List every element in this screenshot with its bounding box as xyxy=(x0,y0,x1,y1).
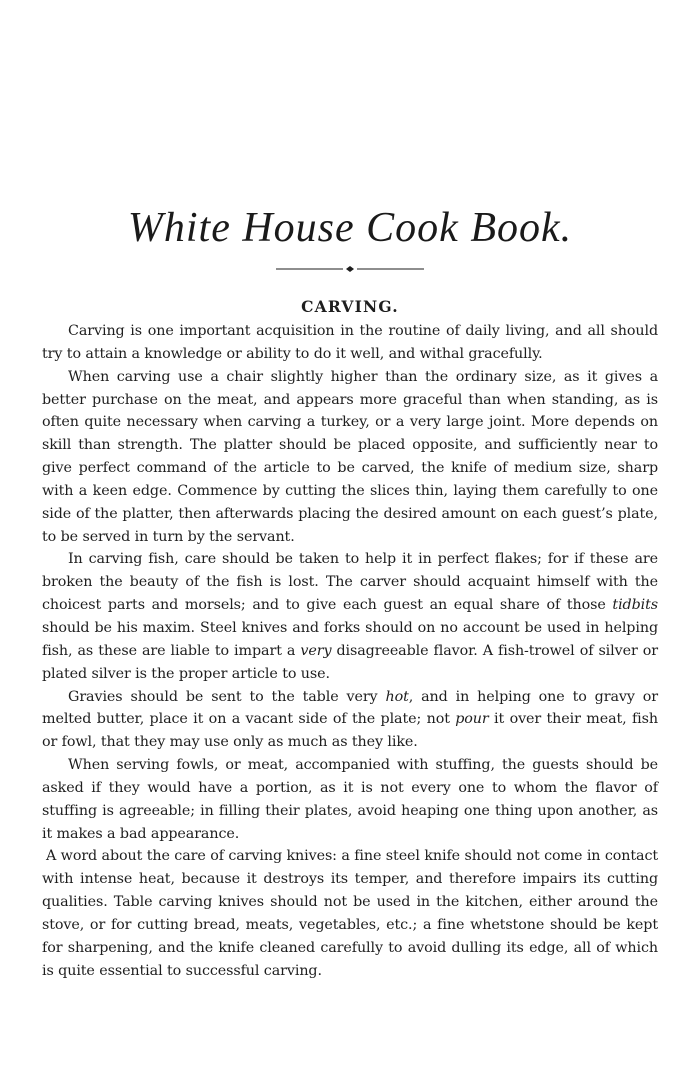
paragraph-gravies xyxy=(42,686,658,755)
book-title: White House Cook Book. xyxy=(127,205,573,251)
paragraph-gravies-text-3: it over their meat, fish or fowl, that they may use only as much as they like. xyxy=(42,711,658,751)
emphasis-tidbits: tidbits xyxy=(612,597,658,614)
paragraph-fish-text-1: In carving fish, care should be taken to help it in perfect flakes; for if these are broken the beauty of the fish is lost. The carver should acquaint himself with the choicest parts and morsels; and to give each guest an equal share of those xyxy=(42,551,658,614)
paragraph-fish-text-2: should be his maxim. Steel knives and forks should on no account be used in helping fish, as these are liable to impart a xyxy=(42,619,658,659)
section-title: CARVING. xyxy=(301,297,399,316)
paragraph-fish-text-3: disagreeable flavor. A fish-trowel of silver or plated silver is the proper article to use. xyxy=(42,642,658,682)
title-divider-ornament xyxy=(276,263,424,275)
paragraph-fish xyxy=(42,548,658,685)
emphasis-pour: pour xyxy=(455,711,489,728)
paragraph-stuffing: When serving fowls, or meat, accompanied with stuffing, the guests should be asked if they would have a portion, as it is not every one to whom the flavor of stuffing is agreeable; in filling their plates, avoid heaping one thing upon another, as it makes a bad appearance. xyxy=(42,757,658,842)
emphasis-very: very xyxy=(300,642,332,659)
emphasis-hot: hot xyxy=(385,688,409,705)
paragraph-intro: Carving is one important acquisition in the routine of daily living, and all should try to attain a knowledge or ability to do it well, and withal gracefully. xyxy=(42,323,658,362)
paragraph-knives: A word about the care of carving knives: a fine steel knife should not come in contact with intense heat, because it destroys its temper, and therefore impairs its cutting qualities. Table carving knives should not be used in the kitchen, either around the stove, or for cutting bread, meats, vegetables, etc.; a fine whetstone should be kept for sharpening, and the knife cleaned carefully to avoid dulling its edge, all of which is quite essential to successful carving. xyxy=(42,848,658,979)
article-body xyxy=(42,320,658,982)
paragraph-gravies-text-1: Gravies should be sent to the table very xyxy=(68,688,386,705)
paragraph-gravies-text-2: , and in helping one to gravy or melted butter, place it on a vacant side of the plate; not xyxy=(42,688,658,728)
paragraph-chair: When carving use a chair slightly higher than the ordinary size, as it gives a better purchase on the meat, and appears more graceful than when standing, as is often quite necessary when carving a turkey, or a very large joint. More depends on skill than strength. The platter should be placed opposite, and sufficiently near to give perfect command of the article to be carved, the knife of medium size, sharp with a keen edge. Commence by cutting the slices thin, laying them carefully to one side of the platter, then afterwards placing the desired amount on each guest’s plate, to be served in turn by the servant. xyxy=(42,368,658,545)
